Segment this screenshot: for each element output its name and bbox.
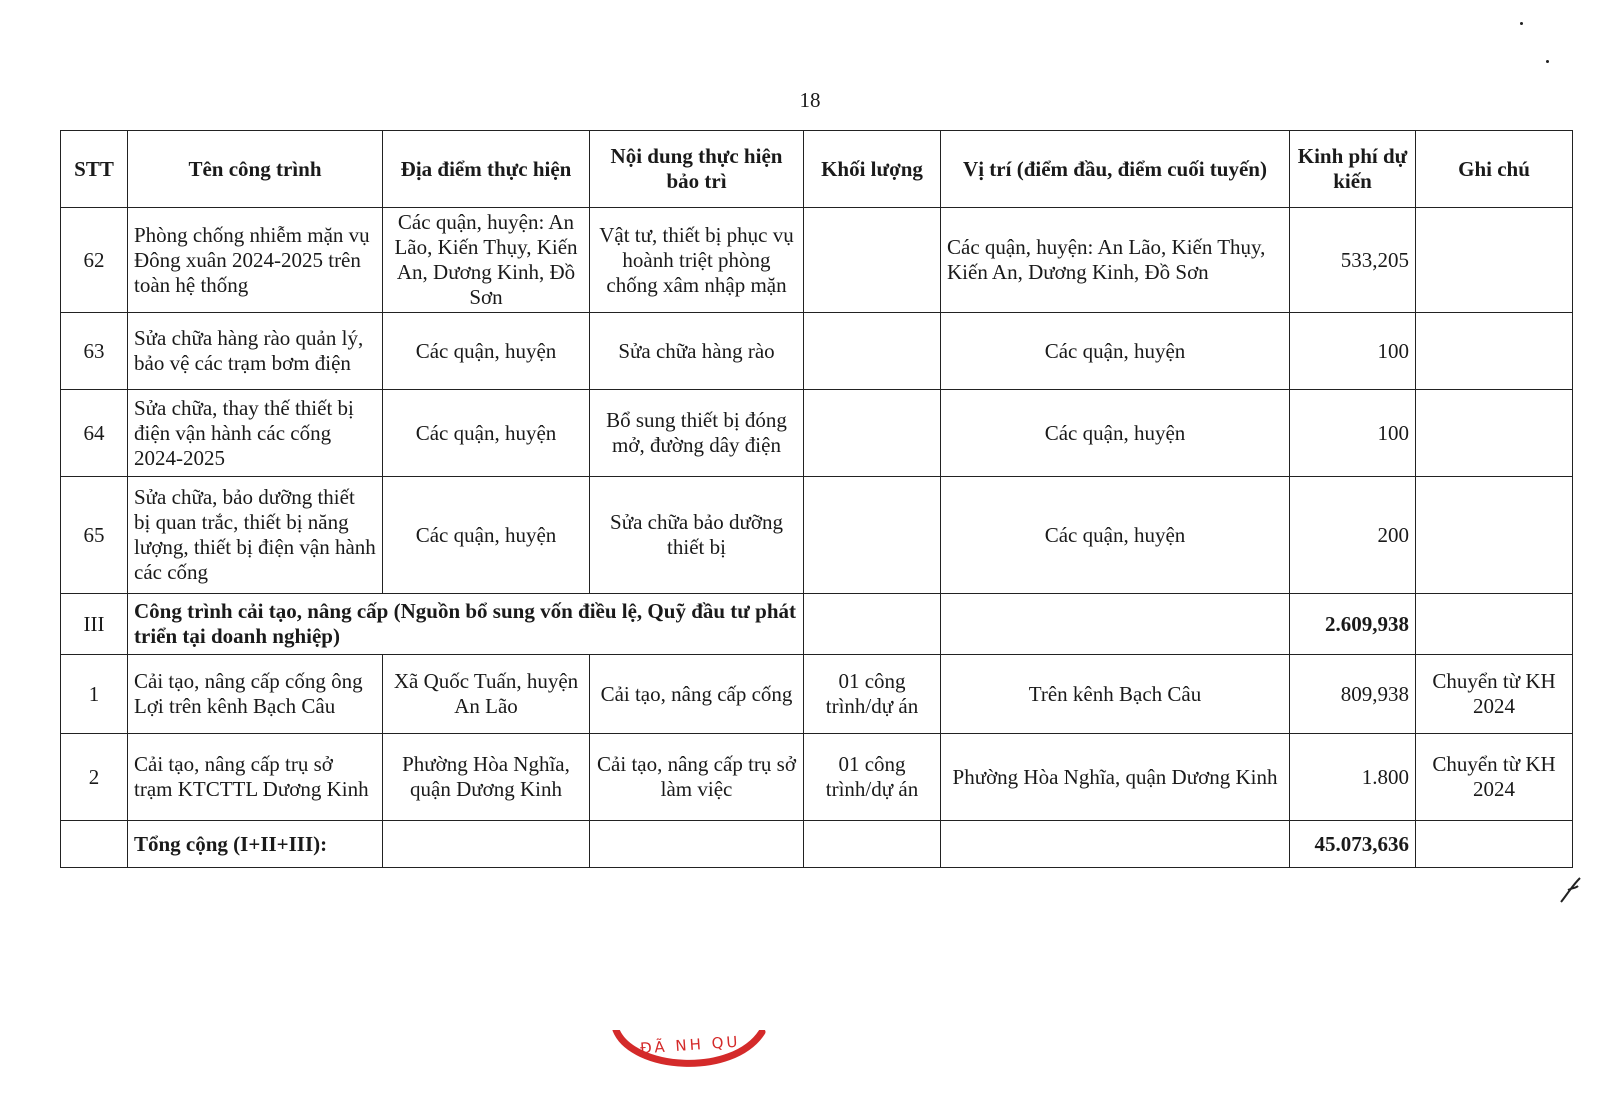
cell-position: Trên kênh Bạch Câu: [941, 655, 1290, 734]
total-label: Tổng cộng (I+II+III):: [128, 821, 383, 868]
total-cost: 45.073,636: [1290, 821, 1416, 868]
cell-volume: [804, 208, 941, 313]
table-row: [61, 655, 1573, 734]
cell-cost: 809,938: [1290, 655, 1416, 734]
handwritten-tick-icon: [1558, 876, 1584, 906]
cell-note: Chuyển từ KH 2024: [1416, 734, 1573, 821]
cell-stt: 2: [61, 734, 128, 821]
cell-location: Các quận, huyện: [383, 477, 590, 594]
table-row: [61, 313, 1573, 390]
cell-content: Cải tạo, nâng cấp cống: [590, 655, 804, 734]
section-stt: III: [61, 594, 128, 655]
cell-volume: 01 công trình/dự án: [804, 655, 941, 734]
corner-mark-dot: [1520, 22, 1523, 25]
table-row: [61, 477, 1573, 594]
cell-name: Cải tạo, nâng cấp trụ sở trạm KTCTTL Dương Kinh: [128, 734, 383, 821]
cell-position: Phường Hòa Nghĩa, quận Dương Kinh: [941, 734, 1290, 821]
section-cost: 2.609,938: [1290, 594, 1416, 655]
cell-position: Các quận, huyện: An Lão, Kiến Thụy, Kiến An, Dương Kinh, Đồ Sơn: [941, 208, 1290, 313]
cell-note: [1416, 477, 1573, 594]
cell-note: [1416, 313, 1573, 390]
cell-cost: 200: [1290, 477, 1416, 594]
stamp-text: ĐÃ NH QU: [639, 1032, 741, 1058]
cell-stt: 1: [61, 655, 128, 734]
cell-stt: 62: [61, 208, 128, 313]
header-stt: STT: [61, 131, 128, 208]
cell-note: [1416, 821, 1573, 868]
table-row: [61, 208, 1573, 313]
page-number: 18: [799, 88, 821, 112]
cell-note: [1416, 208, 1573, 313]
cell-content: Sửa chữa bảo dưỡng thiết bị: [590, 477, 804, 594]
cell-location: Xã Quốc Tuấn, huyện An Lão: [383, 655, 590, 734]
cell-location: Phường Hòa Nghĩa, quận Dương Kinh: [383, 734, 590, 821]
cell-cost: 100: [1290, 390, 1416, 477]
header-location: Địa điểm thực hiện: [383, 131, 590, 208]
cell-position: Các quận, huyện: [941, 390, 1290, 477]
cell-location: Các quận, huyện: [383, 313, 590, 390]
cell-location: [383, 821, 590, 868]
maintenance-works-table: [60, 130, 1573, 868]
total-row: [61, 821, 1573, 868]
cell-cost: 533,205: [1290, 208, 1416, 313]
cell-stt: 65: [61, 477, 128, 594]
cell-note: [1416, 390, 1573, 477]
section-title: Công trình cải tạo, nâng cấp (Nguồn bổ sung vốn điều lệ, Quỹ đầu tư phát triển tại doanh nghiệp): [128, 594, 804, 655]
cell-volume: [804, 477, 941, 594]
header-row: [61, 131, 1573, 208]
section-row: [61, 594, 1573, 655]
cell-cost: 1.800: [1290, 734, 1416, 821]
cell-volume: [804, 594, 941, 655]
cell-volume: [804, 390, 941, 477]
header-content: Nội dung thực hiện bảo trì: [590, 131, 804, 208]
header-note: Ghi chú: [1416, 131, 1573, 208]
corner-mark-dot: [1546, 60, 1549, 63]
cell-location: Các quận, huyện: [383, 390, 590, 477]
cell-name: Sửa chữa hàng rào quản lý, bảo vệ các trạm bơm điện: [128, 313, 383, 390]
header-volume: Khối lượng: [804, 131, 941, 208]
cell-position: Các quận, huyện: [941, 477, 1290, 594]
header-position: Vị trí (điểm đầu, điểm cuối tuyến): [941, 131, 1290, 208]
cell-content: Bổ sung thiết bị đóng mở, đường dây điện: [590, 390, 804, 477]
cell-stt: 64: [61, 390, 128, 477]
cell-name: Sửa chữa, bảo dưỡng thiết bị quan trắc, thiết bị năng lượng, thiết bị điện vận hành các cống: [128, 477, 383, 594]
header-cost: Kinh phí dự kiến: [1290, 131, 1416, 208]
cell-volume: [804, 313, 941, 390]
cell-stt: 63: [61, 313, 128, 390]
cell-volume: 01 công trình/dự án: [804, 734, 941, 821]
cell-note: [1416, 594, 1573, 655]
table-row: [61, 390, 1573, 477]
cell-name: Sửa chữa, thay thế thiết bị điện vận hành các cống 2024-2025: [128, 390, 383, 477]
cell-name: Cải tạo, nâng cấp cống ông Lợi trên kênh Bạch Câu: [128, 655, 383, 734]
cell-name: Phòng chống nhiễm mặn vụ Đông xuân 2024-2025 trên toàn hệ thống: [128, 208, 383, 313]
cell-position: [941, 821, 1290, 868]
cell-content: Vật tư, thiết bị phục vụ hoành triệt phòng chống xâm nhập mặn: [590, 208, 804, 313]
cell-content: Sửa chữa hàng rào: [590, 313, 804, 390]
cell-volume: [804, 821, 941, 868]
cell-cost: 100: [1290, 313, 1416, 390]
cell-stt: [61, 821, 128, 868]
cell-content: [590, 821, 804, 868]
cell-position: Các quận, huyện: [941, 313, 1290, 390]
cell-location: Các quận, huyện: An Lão, Kiến Thụy, Kiến An, Dương Kinh, Đồ Sơn: [383, 208, 590, 313]
header-name: Tên công trình: [128, 131, 383, 208]
cell-note: Chuyển từ KH 2024: [1416, 655, 1573, 734]
cell-position: [941, 594, 1290, 655]
table-row: [61, 734, 1573, 821]
cell-content: Cải tạo, nâng cấp trụ sở làm việc: [590, 734, 804, 821]
